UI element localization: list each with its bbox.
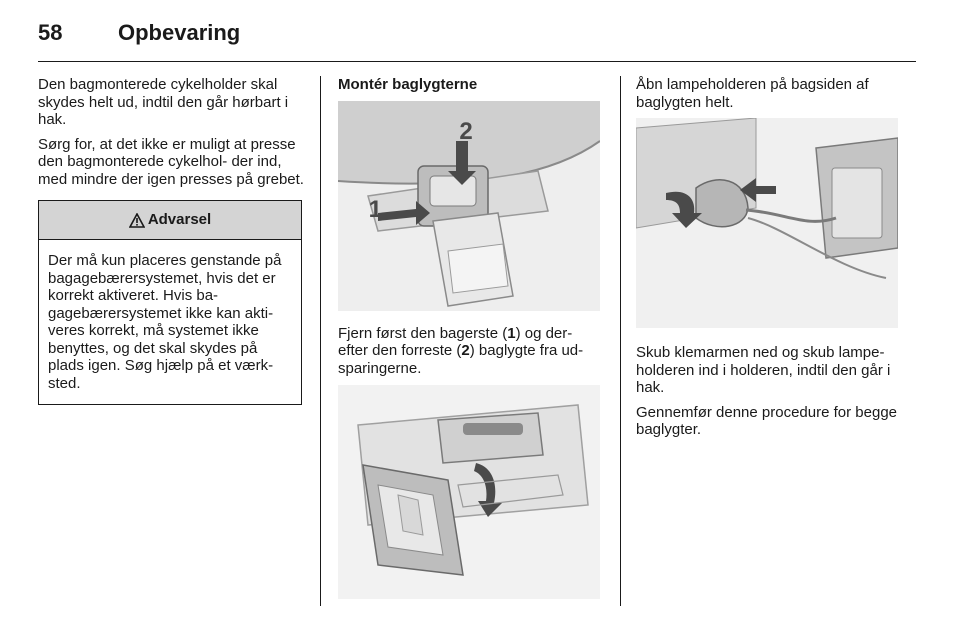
column-3 [636,76,906,446]
warning-header [39,201,301,240]
figure-remove-lamps [338,101,600,311]
paragraph: Sørg for, at det ikke er muligt at presse den bagmonterede cykelhol- der ind, med mindre der igen presses på grebet. [38,135,304,188]
warning-triangle-icon [129,213,145,228]
paragraph: Den bagmonterede cykelholder skal skydes helt ud, indtil den går hørbart i hak. [38,76,289,128]
column-1 [38,76,306,405]
text-run: ) baglygte fra ud- sparingerne. [338,342,584,377]
illustration-rear-bumper [338,101,600,311]
figure-lamp-holder-open [338,385,600,599]
section-heading: Montér baglygterne [338,76,478,93]
callout-label-1: 1 [368,195,382,223]
column-divider-2 [620,76,621,606]
page-title: Opbevaring [118,20,241,45]
reference-number: 2 [461,342,470,359]
paragraph [338,325,603,378]
warning-title: Advarsel [147,211,212,229]
header-rule [38,61,916,62]
text-run: Fjern først den bagerste ( [338,324,508,342]
warning-box [38,200,302,405]
page-header [38,14,916,58]
callout-label-2: 2 [459,117,473,145]
paragraph: Åbn lampeholderen på bagsiden af baglygten helt. [636,76,869,111]
illustration-clamp-arm [636,118,898,328]
reference-number: 1 [507,324,516,342]
figure-clamp-arm [636,118,898,328]
warning-body: Der må kun placeres genstande på bagagebærersystemet, hvis det er korrekt aktiveret. Hvis ba- gagebærersystemet ikke kan akti- veres korrekt, må systemet ikke benyttes, og det skal skydes på plads igen. Søg hjælp på et værk- sted. [48,252,282,392]
column-2 [338,76,603,599]
paragraph: Skub klemarmen ned og skub lampe- holderen ind i holderen, indtil den går i hak. [636,344,891,396]
page-number: 58 [38,20,63,45]
paragraph: Gennemfør denne procedure for begge baglygter. [636,403,897,438]
text-run: ) og der- efter den forreste ( [338,324,573,359]
column-divider-1 [320,76,321,606]
illustration-lamp-holder [338,385,600,599]
